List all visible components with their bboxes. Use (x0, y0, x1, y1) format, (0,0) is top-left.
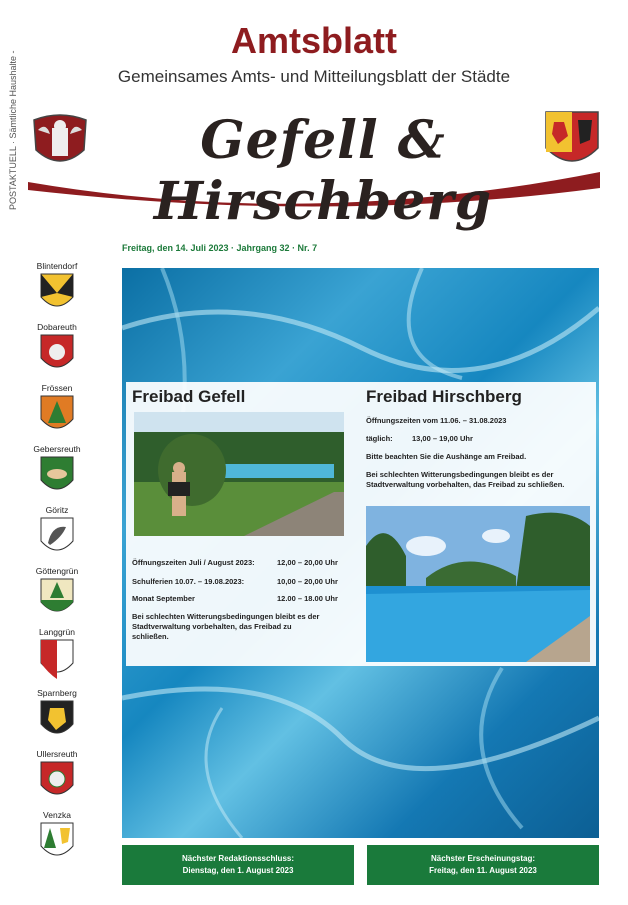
daily-value: 13,00 – 19,00 Uhr (412, 434, 473, 443)
gefell-hours-row-2 (132, 577, 342, 587)
goettengruen-crest-icon (40, 578, 74, 618)
village-name: Frössen (41, 383, 73, 393)
next-issue-box (367, 845, 599, 885)
village-langgruen (20, 627, 94, 679)
village-name: Blintendorf (36, 261, 78, 271)
village-name: Gebersreuth (33, 444, 81, 454)
village-blintendorf (20, 261, 94, 313)
gefell-hours-row-1 (132, 558, 342, 568)
gefell-hours-row-3 (132, 594, 342, 604)
village-venzka (20, 810, 94, 862)
masthead-title: Amtsblatt (230, 20, 397, 61)
hirschberg-pool-photo (366, 506, 590, 662)
hirschberg-weather-note: Bei schlechten Witterungsbedingungen bleibt es der Stadtverwaltung vorbehalten, das Freibad zu schließen. (366, 470, 565, 490)
gefell-weather-note: Bei schlechten Witterungsbedingungen bleibt es der Stadtverwaltung vorbehalten, das Freibad zu schließen. (132, 612, 320, 642)
village-name: Göttengrün (35, 566, 79, 576)
langgruen-crest-icon (40, 639, 74, 679)
hours-label: Öffnungszeiten Juli / August 2023: (132, 558, 255, 567)
gefell-pool-photo (134, 412, 344, 536)
village-name: Dobareuth (37, 322, 77, 332)
deadline-date: Dienstag, den 1. August 2023 (182, 866, 294, 875)
postal-side-text: POSTAKTUELL · Sämtliche Haushalte - (8, 50, 18, 210)
hours-value: 12.00 – 18.00 Uhr (277, 594, 338, 603)
next-issue-date: Freitag, den 11. August 2023 (429, 866, 537, 875)
village-froessen (20, 383, 94, 435)
village-goettengruen (20, 566, 94, 618)
hours-label: Schulferien 10.07. – 19.08.2023: (132, 577, 245, 586)
hirschberg-title: Freibad Hirschberg (366, 387, 522, 406)
daily-label: täglich: (366, 434, 393, 443)
village-goeritz (20, 505, 94, 557)
gebersreuth-crest-icon (40, 456, 74, 496)
village-name: Göritz (45, 505, 69, 515)
banner-title: Gefell & Hirschberg (153, 110, 493, 232)
village-name: Sparnberg (37, 688, 77, 698)
village-name: Venzka (43, 810, 71, 820)
next-issue-title: Nächster Erscheinungstag: (430, 854, 536, 863)
village-name: Ullersreuth (36, 749, 78, 759)
info-box (126, 382, 596, 666)
froessen-crest-icon (40, 395, 74, 435)
dobareuth-crest-icon (40, 334, 74, 374)
hirschberg-notice: Bitte beachten Sie die Aushänge am Freibad. (366, 452, 527, 461)
venzka-crest-icon (40, 822, 74, 862)
deadline-box (122, 845, 354, 885)
village-dobareuth (20, 322, 94, 374)
gefell-title: Freibad Gefell (132, 387, 246, 406)
hirschberg-period: Öffnungszeiten vom 11.06. – 31.08.2023 (366, 416, 507, 425)
blintendorf-crest-icon (40, 273, 74, 313)
hours-label: Monat September (132, 594, 195, 603)
village-name: Langgrün (39, 627, 75, 637)
masthead-subtitle: Gemeinsames Amts- und Mitteilungsblatt der Städte (117, 67, 511, 86)
goeritz-crest-icon (40, 517, 74, 557)
village-ullersreuth (20, 749, 94, 801)
ullersreuth-crest-icon (40, 761, 74, 801)
hours-value: 10,00 – 20,00 Uhr (277, 577, 338, 586)
hirschberg-crest-icon (544, 110, 600, 174)
sparnberg-crest-icon (40, 700, 74, 740)
village-sparnberg (20, 688, 94, 740)
village-gebersreuth (20, 444, 94, 496)
hirschberg-daily-hours (366, 434, 586, 444)
deadline-title: Nächster Redaktionsschluss: (181, 854, 295, 863)
issue-dateline: Freitag, den 14. Juli 2023 · Jahrgang 32 · Nr. 7 (122, 243, 318, 253)
hours-value: 12,00 – 20,00 Uhr (277, 558, 338, 567)
